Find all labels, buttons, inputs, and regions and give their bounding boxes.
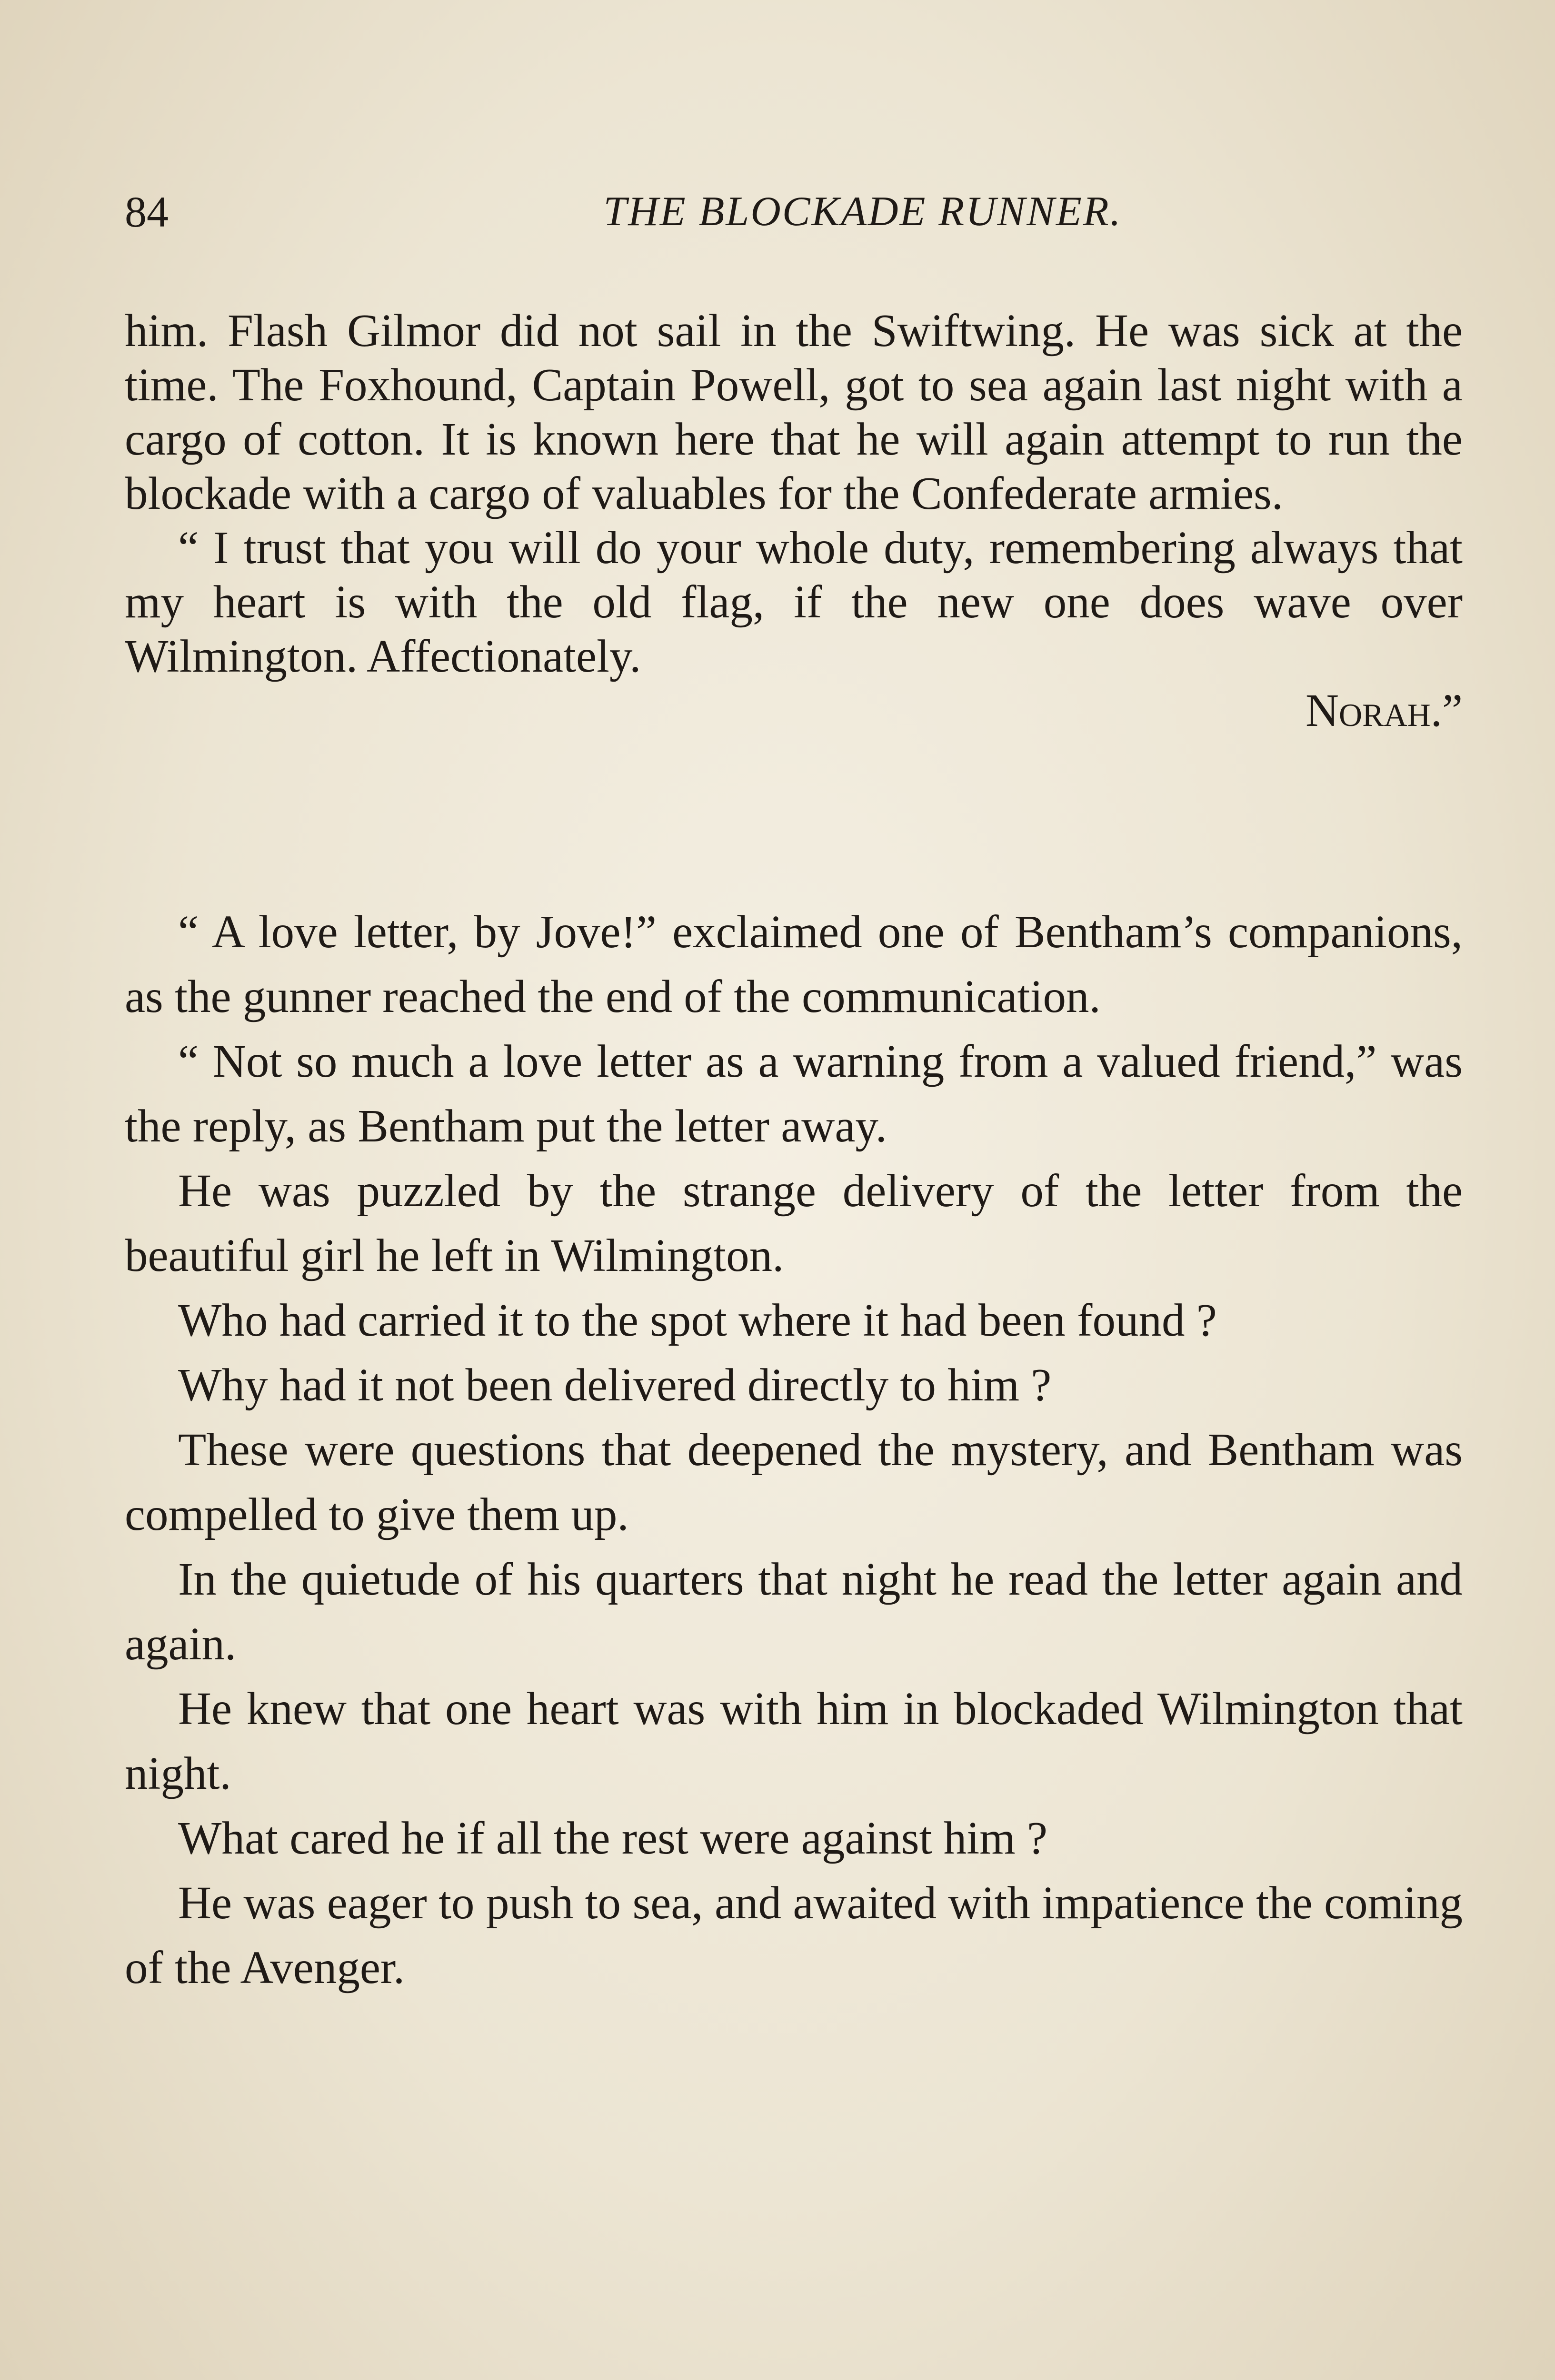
body-paragraph: Who had carried it to the spot where it had been found ?	[178, 1295, 1217, 1346]
signature-name: Norah.”	[1305, 685, 1463, 736]
body-paragraph: He knew that one heart was with him in blockaded Wilmington that night.	[125, 1683, 1463, 1799]
body-paragraph: Why had it not been delivered directly to him ?	[178, 1359, 1052, 1410]
running-title: THE BLOCKADE RUNNER.	[603, 188, 1122, 235]
body-text	[125, 900, 1463, 2000]
letter-paragraph: “ I trust that you will do your whole duty, remembering always that my heart is with the old flag, if the new one does wave over Wilmington. Affectionately.	[125, 522, 1463, 682]
body-paragraph: These were questions that deepened the mystery, and Bentham was compelled to give them up.	[125, 1424, 1463, 1540]
letter-paragraph: him. Flash Gilmor did not sail in the Swiftwing. He was sick at the time. The Foxhound, Captain Powell, got to sea again last night with a cargo of cotton. It is known here that he will again attempt to run the blockade with a cargo of valuables for the Confederate armies.	[125, 305, 1463, 519]
page-number: 84	[125, 188, 169, 236]
body-paragraph: In the quietude of his quarters that night he read the letter again and again.	[125, 1554, 1463, 1669]
body-paragraph: He was puzzled by the strange delivery of the letter from the beautiful girl he left in Wilmington.	[125, 1165, 1463, 1281]
letter-signature	[125, 684, 1463, 738]
body-paragraph: What cared he if all the rest were against him ?	[178, 1813, 1047, 1864]
letter-text	[125, 304, 1463, 738]
body-paragraph: “ A love letter, by Jove!” exclaimed one of Bentham’s companions, as the gunner reached the end of the communication.	[125, 906, 1463, 1022]
body-paragraph: He was eager to push to sea, and awaited with impatience the coming of the Avenger.	[125, 1877, 1463, 1993]
page-header	[125, 181, 1463, 243]
body-paragraph: “ Not so much a love letter as a warning from a valued friend,” was the reply, as Bentham put the letter away.	[125, 1036, 1463, 1151]
